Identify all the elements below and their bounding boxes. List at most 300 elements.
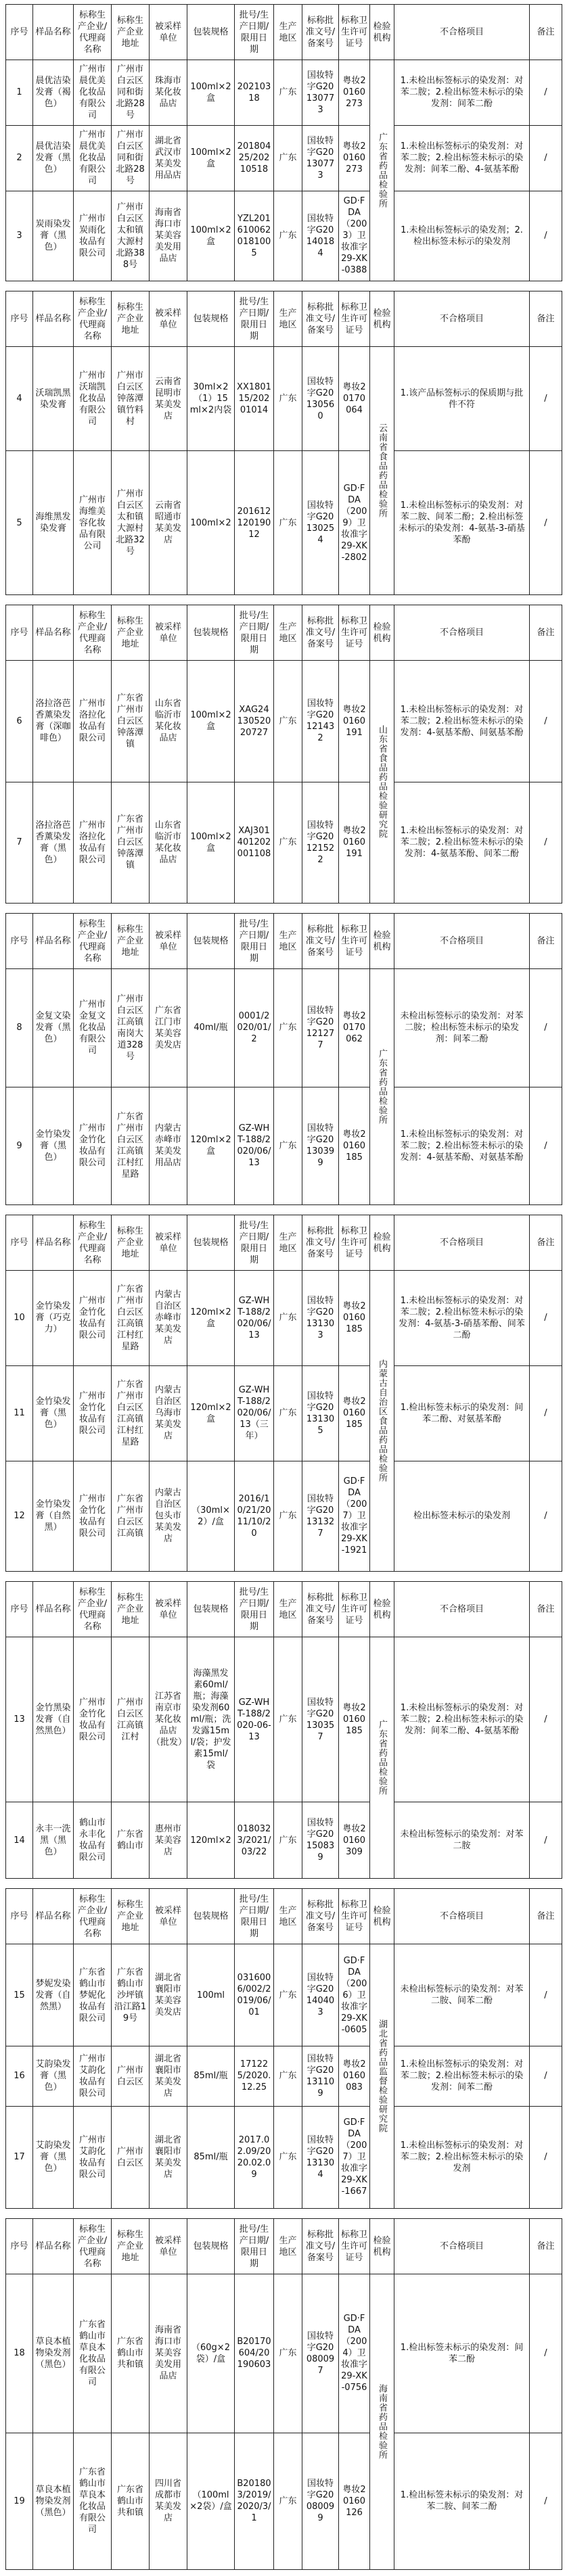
cell-name: 草良本植物染发剂（黑色） bbox=[33, 2274, 74, 2433]
cell-sampled-unit: 云南省昆明市某美发店 bbox=[150, 347, 187, 451]
header-cert: 标称卫生许可证号 bbox=[339, 1889, 370, 1944]
header-license: 标称批准文号/备案号 bbox=[302, 1889, 339, 1944]
cell-name: 金复文染发膏（黑色） bbox=[33, 969, 74, 1087]
header-spec: 包装规格 bbox=[187, 1582, 235, 1637]
header-province: 生产地区 bbox=[274, 5, 302, 60]
cell-owner: 广东省鹤山市草良本化妆品有限公司 bbox=[74, 2433, 112, 2569]
cell-owner: 广东省鹤山市梦妮化妆品有限公司 bbox=[74, 1944, 112, 2046]
table-row bbox=[6, 1802, 562, 1879]
cell-name: 永丰一洗黑（黑色） bbox=[33, 1802, 74, 1879]
header-spec: 包装规格 bbox=[187, 5, 235, 60]
cell-name: 洛拉洛芭香薰染发膏（深咖啡色） bbox=[33, 661, 74, 782]
cell-lot: GZ-WHT-188/2020/06/13 bbox=[235, 1271, 274, 1366]
header-maker-addr: 标称生产企业地址 bbox=[112, 1215, 150, 1271]
cell-province: 广东 bbox=[274, 60, 302, 126]
cell-license: 国妆特字G20131303 bbox=[302, 1271, 339, 1366]
cell-sampled-unit: 惠州市某美容店 bbox=[150, 1802, 187, 1879]
cell-spec: 海藻黑发素60ml/瓶；海藻染发剂60ml/瓶；洗发露15ml/袋；护发素15ml/袋 bbox=[187, 1637, 235, 1802]
cell-province: 广东 bbox=[274, 1365, 302, 1461]
cell-no: 7 bbox=[6, 782, 33, 904]
header-lot: 批号/生产日期/限用日期 bbox=[235, 1215, 274, 1271]
header-remark: 备注 bbox=[530, 605, 562, 661]
header-org: 检验机构 bbox=[370, 1215, 394, 1271]
header-lot: 批号/生产日期/限用日期 bbox=[235, 605, 274, 661]
cell-lot: 171225/2020.12.25 bbox=[235, 2046, 274, 2107]
cell-org: 广东省药品检验所 bbox=[370, 60, 394, 281]
header-no: 序号 bbox=[6, 1889, 33, 1944]
header-province: 生产地区 bbox=[274, 914, 302, 969]
cell-sampled-unit: 内蒙古自治区赤峰市某美发店 bbox=[150, 1271, 187, 1366]
cell-sampled-unit: 江苏省南京市某化妆品店（批发） bbox=[150, 1637, 187, 1802]
cell-issue: 1.未检出标签标示的染发剂：对苯二胺；2.检出标签未标示的染发剂：间苯二酚 bbox=[394, 2046, 530, 2107]
header-cert: 标称卫生许可证号 bbox=[339, 1215, 370, 1271]
table-row bbox=[6, 191, 562, 281]
cell-cert: 粤妆20160185 bbox=[339, 1087, 370, 1205]
table-row bbox=[6, 451, 562, 595]
cell-lot: XAJ301401202001108 bbox=[235, 782, 274, 904]
cell-no: 19 bbox=[6, 2433, 33, 2569]
cell-maker-addr: 广东省广州市白云区钟落潭镇 bbox=[112, 661, 150, 782]
cell-sampled-unit: 湖北省襄阳市某美发店 bbox=[150, 2046, 187, 2107]
header-issue: 不合格项目 bbox=[394, 1582, 530, 1637]
cell-cert: GD·FDA（2009）卫妆准字29-XK-2802 bbox=[339, 451, 370, 595]
cell-province: 广东 bbox=[274, 2046, 302, 2107]
cell-license: 国妆特字G20131305 bbox=[302, 1365, 339, 1461]
table-row bbox=[6, 782, 562, 904]
table-header-row bbox=[6, 1215, 562, 1271]
cell-sampled-unit: 湖北省襄阳市某美发店 bbox=[150, 2106, 187, 2208]
header-maker-addr: 标称生产企业地址 bbox=[112, 2219, 150, 2274]
inspection-table-1 bbox=[5, 4, 562, 281]
cell-province: 广东 bbox=[274, 2433, 302, 2569]
cell-maker-addr: 广州市白云区同和街北路28号 bbox=[112, 125, 150, 191]
cell-cert: GD·FDA（2003）卫妆准字29-XK-0388 bbox=[339, 191, 370, 281]
cell-license: 国妆特字G20131109 bbox=[302, 2046, 339, 2107]
cell-owner: 广州市金复文化妆品有限公司 bbox=[74, 969, 112, 1087]
cell-org: 云南省食品药品检验所 bbox=[370, 347, 394, 595]
table-row bbox=[6, 125, 562, 191]
cell-issue: 1.未检出标签标示的染发剂：对苯二胺；2.检出标签未标示的染发剂：4-氨基苯酚、间氨基苯酚 bbox=[394, 661, 530, 782]
cell-cert: 粤妆20160185 bbox=[339, 1271, 370, 1366]
cell-issue: 1.未检出标签标示的染发剂：对苯二胺；2.检出标签未标示的染发剂：4-氨基-3-硝基苯酚、间苯二酚 bbox=[394, 1271, 530, 1366]
table-row bbox=[6, 2274, 562, 2433]
cell-license: 国妆特字G20130773 bbox=[302, 60, 339, 126]
cell-lot: 2016/10/21/2011/10/20 bbox=[235, 1461, 274, 1571]
cell-license: 国妆特字G20131304 bbox=[302, 2106, 339, 2208]
cell-remark: / bbox=[530, 1944, 562, 2046]
cell-lot: B201803/2019/2020/3/1 bbox=[235, 2433, 274, 2569]
cell-issue: 1.未检出标签标示的染发剂：对苯二胺；2.检出标签未标示的染发剂：间苯二酚、4-氨基苯酚 bbox=[394, 125, 530, 191]
table-row bbox=[6, 1461, 562, 1571]
header-license: 标称批准文号/备案号 bbox=[302, 2219, 339, 2274]
cell-name: 晨优洁染发膏（黑色） bbox=[33, 125, 74, 191]
header-org: 检验机构 bbox=[370, 2219, 394, 2274]
cell-sampled-unit: 湖北省襄阳市某美容美发店 bbox=[150, 1944, 187, 2046]
cell-lot: 0180323/2021/03/22 bbox=[235, 1802, 274, 1879]
header-issue: 不合格项目 bbox=[394, 605, 530, 661]
table-row bbox=[6, 661, 562, 782]
cell-remark: / bbox=[530, 782, 562, 904]
cell-spec: 120ml×2盒 bbox=[187, 1365, 235, 1461]
cell-remark: / bbox=[530, 2106, 562, 2208]
cell-maker-addr: 广东省鹤山市沙坪镇沿江路19号 bbox=[112, 1944, 150, 2046]
header-spec: 包装规格 bbox=[187, 291, 235, 347]
cell-remark: / bbox=[530, 1271, 562, 1366]
cell-spec: 100ml×2盒 bbox=[187, 661, 235, 782]
inspection-table-6 bbox=[5, 1581, 562, 1879]
cell-org: 山东省食品药品检验研究院 bbox=[370, 661, 394, 904]
cell-cert: 粤妆20160273 bbox=[339, 60, 370, 126]
cell-sampled-unit: 内蒙古自治区包头市某美发店 bbox=[150, 1461, 187, 1571]
cell-province: 广东 bbox=[274, 125, 302, 191]
cell-remark: / bbox=[530, 661, 562, 782]
cell-maker-addr: 广东省鹤山市 bbox=[112, 1802, 150, 1879]
cell-owner: 鹤山市永丰化妆品有限公司 bbox=[74, 1802, 112, 1879]
cell-issue: 1.未检出标签标示的染发剂：对苯二胺；2.检出标签未标示的染发剂：间苯二酚、4-氨基苯酚 bbox=[394, 1637, 530, 1802]
header-name: 样品名称 bbox=[33, 605, 74, 661]
header-remark: 备注 bbox=[530, 291, 562, 347]
cell-issue: 1.检出标签未标示的染发剂：间苯二酚 bbox=[394, 2274, 530, 2433]
header-license: 标称批准文号/备案号 bbox=[302, 914, 339, 969]
cell-maker-addr: 广州市白云区 bbox=[112, 2106, 150, 2208]
cell-cert: 粤妆20160191 bbox=[339, 661, 370, 782]
header-name: 样品名称 bbox=[33, 5, 74, 60]
cell-name: 金竹黑染发膏（自然黑色） bbox=[33, 1637, 74, 1802]
cell-name: 草良本植物染发剂（黑色） bbox=[33, 2433, 74, 2569]
header-sampled-unit: 被采样单位 bbox=[150, 1582, 187, 1637]
header-owner: 标称生产企业/代理商名称 bbox=[74, 291, 112, 347]
header-issue: 不合格项目 bbox=[394, 2219, 530, 2274]
cell-issue: 未检出标签标示的染发剂：对苯二胺；检出标签未标示的染发剂：间苯二酚 bbox=[394, 969, 530, 1087]
cell-province: 广东 bbox=[274, 1944, 302, 2046]
cell-cert: 粤妆20160191 bbox=[339, 782, 370, 904]
header-owner: 标称生产企业/代理商名称 bbox=[74, 1215, 112, 1271]
table-row bbox=[6, 1271, 562, 1366]
header-license: 标称批准文号/备案号 bbox=[302, 605, 339, 661]
header-owner: 标称生产企业/代理商名称 bbox=[74, 5, 112, 60]
header-owner: 标称生产企业/代理商名称 bbox=[74, 605, 112, 661]
cell-name: 艾韵染发膏（黑色） bbox=[33, 2106, 74, 2208]
cell-no: 18 bbox=[6, 2274, 33, 2433]
cell-no: 11 bbox=[6, 1365, 33, 1461]
header-maker-addr: 标称生产企业地址 bbox=[112, 1889, 150, 1944]
cell-remark: / bbox=[530, 191, 562, 281]
header-province: 生产地区 bbox=[274, 605, 302, 661]
header-maker-addr: 标称生产企业地址 bbox=[112, 5, 150, 60]
header-owner: 标称生产企业/代理商名称 bbox=[74, 914, 112, 969]
cell-owner: 广州市晨优美化妆品有限公司 bbox=[74, 125, 112, 191]
cell-no: 6 bbox=[6, 661, 33, 782]
cell-province: 广东 bbox=[274, 1802, 302, 1879]
header-cert: 标称卫生许可证号 bbox=[339, 1582, 370, 1637]
cell-name: 金竹染发膏（黑色） bbox=[33, 1365, 74, 1461]
cell-cert: 粤妆20160083 bbox=[339, 2046, 370, 2107]
header-no: 序号 bbox=[6, 5, 33, 60]
header-sampled-unit: 被采样单位 bbox=[150, 605, 187, 661]
header-remark: 备注 bbox=[530, 1215, 562, 1271]
cell-cert: 粤妆20160273 bbox=[339, 125, 370, 191]
cell-sampled-unit: 山东省临沂市某化妆品店 bbox=[150, 661, 187, 782]
cell-maker-addr: 广州市白云区 bbox=[112, 2046, 150, 2107]
cell-maker-addr: 广东省广州市白云区江高镇江村红星路 bbox=[112, 1365, 150, 1461]
cell-lot: GZ-WHT-188/2020-06-13 bbox=[235, 1637, 274, 1802]
table-row bbox=[6, 2046, 562, 2107]
cell-issue: 未检出标签标示的染发剂：对苯二胺、间苯二酚 bbox=[394, 1944, 530, 2046]
cell-issue: 1.未检出标签标示的染发剂：对苯二胺；2.检出标签未标示的染发剂 bbox=[394, 2106, 530, 2208]
cell-name: 金竹染发膏（巧克力） bbox=[33, 1271, 74, 1366]
header-lot: 批号/生产日期/限用日期 bbox=[235, 914, 274, 969]
table-row bbox=[6, 2433, 562, 2569]
table-row bbox=[6, 1087, 562, 1205]
cell-spec: 120ml×2 bbox=[187, 1802, 235, 1879]
header-name: 样品名称 bbox=[33, 914, 74, 969]
cell-province: 广东 bbox=[274, 782, 302, 904]
header-org: 检验机构 bbox=[370, 1582, 394, 1637]
cell-license: 国妆特字G20130560 bbox=[302, 347, 339, 451]
header-spec: 包装规格 bbox=[187, 1889, 235, 1944]
table-header-row bbox=[6, 914, 562, 969]
cell-no: 15 bbox=[6, 1944, 33, 2046]
header-org: 检验机构 bbox=[370, 914, 394, 969]
cell-license: 国妆特字G20150839 bbox=[302, 1802, 339, 1879]
header-issue: 不合格项目 bbox=[394, 1215, 530, 1271]
cell-province: 广东 bbox=[274, 451, 302, 595]
cell-name: 沃瑞凯黑染发膏 bbox=[33, 347, 74, 451]
header-license: 标称批准文号/备案号 bbox=[302, 1582, 339, 1637]
header-license: 标称批准文号/备案号 bbox=[302, 1215, 339, 1271]
header-no: 序号 bbox=[6, 1582, 33, 1637]
cell-spec: 100ml×2 bbox=[187, 451, 235, 595]
header-cert: 标称卫生许可证号 bbox=[339, 2219, 370, 2274]
cell-spec: 30ml×2（1）15ml×2内袋 bbox=[187, 347, 235, 451]
cell-maker-addr: 广州市白云区江高镇江村 bbox=[112, 1637, 150, 1802]
cell-cert: GD·FDA（2007）卫妆准字29-XK-1921 bbox=[339, 1461, 370, 1571]
cell-spec: （100ml×2袋）/盒 bbox=[187, 2433, 235, 2569]
header-org: 检验机构 bbox=[370, 1889, 394, 1944]
cell-cert: 粤妆20170064 bbox=[339, 347, 370, 451]
cell-name: 金竹染发膏（黑色） bbox=[33, 1087, 74, 1205]
header-spec: 包装规格 bbox=[187, 914, 235, 969]
cell-lot: B20170604/20190603 bbox=[235, 2274, 274, 2433]
cell-owner: 广州市金竹化妆品有限公司 bbox=[74, 1271, 112, 1366]
cell-spec: 85ml/瓶 bbox=[187, 2106, 235, 2208]
header-remark: 备注 bbox=[530, 914, 562, 969]
header-lot: 批号/生产日期/限用日期 bbox=[235, 291, 274, 347]
table-row bbox=[6, 347, 562, 451]
cell-license: 国妆特字G20130254 bbox=[302, 451, 339, 595]
cell-sampled-unit: 山东省临沂市某化妆品店 bbox=[150, 782, 187, 904]
header-province: 生产地区 bbox=[274, 1215, 302, 1271]
cell-remark: / bbox=[530, 2046, 562, 2107]
header-province: 生产地区 bbox=[274, 1889, 302, 1944]
cell-issue: 1.该产品标签标示的保质期与批件不符 bbox=[394, 347, 530, 451]
cell-name: 海维黑发染发膏 bbox=[33, 451, 74, 595]
inspection-table-5 bbox=[5, 1215, 562, 1572]
cell-sampled-unit: 内蒙古自治区乌海市某美发店 bbox=[150, 1365, 187, 1461]
header-remark: 备注 bbox=[530, 2219, 562, 2274]
cell-maker-addr: 广东省广州市白云区江高镇江村红星路 bbox=[112, 1271, 150, 1366]
cell-license: 国妆特字G20080099 bbox=[302, 2433, 339, 2569]
cell-remark: / bbox=[530, 1802, 562, 1879]
cell-no: 12 bbox=[6, 1461, 33, 1571]
header-maker-addr: 标称生产企业地址 bbox=[112, 291, 150, 347]
table-row bbox=[6, 60, 562, 126]
header-sampled-unit: 被采样单位 bbox=[150, 914, 187, 969]
cell-org: 湖北省药品监督检验研究院 bbox=[370, 1944, 394, 2209]
cell-license: 国妆特字G20130399 bbox=[302, 1087, 339, 1205]
cell-lot: 2017.02.09/2020.02.09 bbox=[235, 2106, 274, 2208]
cell-lot: GZ-WHT-188/2020/06/13 bbox=[235, 1087, 274, 1205]
cell-issue: 1.未检出标签标示的染发剂：对苯二胺；2.检出标签未标示的染发剂：4-氨基苯酚、间苯二酚 bbox=[394, 782, 530, 904]
cell-lot: XAG2413052020727 bbox=[235, 661, 274, 782]
cell-issue: 1.未检出标签标示的染发剂：对苯二胺；2.检出标签未标示的染发剂：4-氨基苯酚、对氨基苯酚 bbox=[394, 1087, 530, 1205]
header-owner: 标称生产企业/代理商名称 bbox=[74, 1889, 112, 1944]
header-name: 样品名称 bbox=[33, 291, 74, 347]
cell-no: 2 bbox=[6, 125, 33, 191]
header-cert: 标称卫生许可证号 bbox=[339, 291, 370, 347]
cell-name: 洛拉洛芭香薰染发膏（黑色） bbox=[33, 782, 74, 904]
header-sampled-unit: 被采样单位 bbox=[150, 5, 187, 60]
table-header-row bbox=[6, 5, 562, 60]
cell-license: 国妆特字G20131327 bbox=[302, 1461, 339, 1571]
cell-spec: 100ml×2盒 bbox=[187, 782, 235, 904]
inspection-table-2 bbox=[5, 291, 562, 595]
header-org: 检验机构 bbox=[370, 5, 394, 60]
table-header-row bbox=[6, 291, 562, 347]
cell-maker-addr: 广州市白云区太和镇大源村北路32号 bbox=[112, 451, 150, 595]
header-name: 样品名称 bbox=[33, 1215, 74, 1271]
cell-spec: 100ml×2盒 bbox=[187, 60, 235, 126]
cell-license: 国妆特字G20121277 bbox=[302, 969, 339, 1087]
header-remark: 备注 bbox=[530, 1582, 562, 1637]
cell-remark: / bbox=[530, 125, 562, 191]
cell-sampled-unit: 海南省海口市某美容美发用品店 bbox=[150, 191, 187, 281]
cell-owner: 广州市金竹化妆品有限公司 bbox=[74, 1365, 112, 1461]
cell-remark: / bbox=[530, 1365, 562, 1461]
cell-license: 国妆特字G20130357 bbox=[302, 1637, 339, 1802]
cell-owner: 广州市晨优美化妆品有限公司 bbox=[74, 60, 112, 126]
cell-maker-addr: 广东省广州市白云区钟落潭镇 bbox=[112, 782, 150, 904]
cell-sampled-unit: 广东省江门市某美容美发店 bbox=[150, 969, 187, 1087]
header-owner: 标称生产企业/代理商名称 bbox=[74, 1582, 112, 1637]
header-sampled-unit: 被采样单位 bbox=[150, 291, 187, 347]
header-no: 序号 bbox=[6, 2219, 33, 2274]
cell-license: 国妆特字G20121432 bbox=[302, 661, 339, 782]
cell-name: 炭雨染发膏（黑色） bbox=[33, 191, 74, 281]
cell-issue: 1.未检出标签标示的染发剂：对苯二胺；2.检出标签未标示的染发剂：间苯二酚 bbox=[394, 60, 530, 126]
cell-maker-addr: 广东省广州市白云区江高镇江村红星路 bbox=[112, 1087, 150, 1205]
header-license: 标称批准文号/备案号 bbox=[302, 5, 339, 60]
header-lot: 批号/生产日期/限用日期 bbox=[235, 2219, 274, 2274]
cell-no: 8 bbox=[6, 969, 33, 1087]
cell-maker-addr: 广州市白云区同和街北路28号 bbox=[112, 60, 150, 126]
cell-spec: 40ml/瓶 bbox=[187, 969, 235, 1087]
cell-owner: 广州市艾韵化妆品有限公司 bbox=[74, 2106, 112, 2208]
header-lot: 批号/生产日期/限用日期 bbox=[235, 1582, 274, 1637]
cell-remark: / bbox=[530, 1637, 562, 1802]
cell-no: 9 bbox=[6, 1087, 33, 1205]
cell-owner: 广州市炭雨化妆品有限公司 bbox=[74, 191, 112, 281]
cell-province: 广东 bbox=[274, 1087, 302, 1205]
cell-maker-addr: 广州市白云区江高镇南岗大道328号 bbox=[112, 969, 150, 1087]
header-remark: 备注 bbox=[530, 1889, 562, 1944]
cell-owner: 广州市海维美容化妆品有限公司 bbox=[74, 451, 112, 595]
header-sampled-unit: 被采样单位 bbox=[150, 1215, 187, 1271]
header-sampled-unit: 被采样单位 bbox=[150, 2219, 187, 2274]
cell-lot: XX180115/20201014 bbox=[235, 347, 274, 451]
cell-province: 广东 bbox=[274, 1461, 302, 1571]
cell-no: 13 bbox=[6, 1637, 33, 1802]
cell-maker-addr: 广州市白云区太和镇大源村北路388号 bbox=[112, 191, 150, 281]
header-name: 样品名称 bbox=[33, 1582, 74, 1637]
cell-cert: 粤妆20160185 bbox=[339, 1637, 370, 1802]
header-name: 样品名称 bbox=[33, 1889, 74, 1944]
cell-cert: GD·FDA（2006）卫妆准字29-XK-0605 bbox=[339, 1944, 370, 2046]
cell-license: 国妆特字G20130773 bbox=[302, 125, 339, 191]
cell-issue: 1.检出标签未标示的染发剂：间苯二酚、对氨基苯酚 bbox=[394, 1365, 530, 1461]
table-row bbox=[6, 1944, 562, 2046]
header-issue: 不合格项目 bbox=[394, 291, 530, 347]
cell-lot: 0316006/002/2019/06/01 bbox=[235, 1944, 274, 2046]
cell-sampled-unit: 珠海市某化妆品店 bbox=[150, 60, 187, 126]
header-owner: 标称生产企业/代理商名称 bbox=[74, 2219, 112, 2274]
cell-province: 广东 bbox=[274, 347, 302, 451]
table-row bbox=[6, 1365, 562, 1461]
cell-province: 广东 bbox=[274, 1637, 302, 1802]
header-province: 生产地区 bbox=[274, 1582, 302, 1637]
table-row bbox=[6, 2106, 562, 2208]
header-issue: 不合格项目 bbox=[394, 1889, 530, 1944]
cell-cert: 粤妆20160185 bbox=[339, 1365, 370, 1461]
cell-license: 国妆特字G20121522 bbox=[302, 782, 339, 904]
cell-owner: 广州市洛拉化妆品有限公司 bbox=[74, 661, 112, 782]
header-spec: 包装规格 bbox=[187, 605, 235, 661]
cell-remark: / bbox=[530, 1461, 562, 1571]
cell-spec: 100ml×2盒 bbox=[187, 191, 235, 281]
cell-org: 海南省药品检验所 bbox=[370, 2274, 394, 2570]
cell-owner: 广东省鹤山市草良本化妆品有限公司 bbox=[74, 2274, 112, 2433]
header-spec: 包装规格 bbox=[187, 2219, 235, 2274]
header-cert: 标称卫生许可证号 bbox=[339, 914, 370, 969]
cell-org: 广东省药品检验所 bbox=[370, 969, 394, 1205]
table-row bbox=[6, 969, 562, 1087]
header-cert: 标称卫生许可证号 bbox=[339, 605, 370, 661]
cell-owner: 广州市沃瑞凯化妆品有限公司 bbox=[74, 347, 112, 451]
cell-cert: 粤妆20160309 bbox=[339, 1802, 370, 1879]
inspection-table-4 bbox=[5, 913, 562, 1205]
cell-province: 广东 bbox=[274, 969, 302, 1087]
cell-no: 4 bbox=[6, 347, 33, 451]
cell-owner: 广州市金竹化妆品有限公司 bbox=[74, 1461, 112, 1571]
cell-spec: （60g×2袋）/盒 bbox=[187, 2274, 235, 2433]
cell-lot: 20161212019012 bbox=[235, 451, 274, 595]
inspection-table-8 bbox=[5, 2218, 562, 2570]
cell-no: 5 bbox=[6, 451, 33, 595]
cell-remark: / bbox=[530, 2274, 562, 2433]
cell-no: 1 bbox=[6, 60, 33, 126]
table-header-row bbox=[6, 605, 562, 661]
cell-sampled-unit: 湖北省武汉市某美发用品店 bbox=[150, 125, 187, 191]
cell-no: 3 bbox=[6, 191, 33, 281]
cell-sampled-unit: 海南省海口市某美容美发用品店 bbox=[150, 2274, 187, 2433]
cell-owner: 广州市洛拉化妆品有限公司 bbox=[74, 782, 112, 904]
cell-lot: 0001/2020/01/2 bbox=[235, 969, 274, 1087]
header-sampled-unit: 被采样单位 bbox=[150, 1889, 187, 1944]
cell-issue: 1.未检出标签标示的染发剂；2.检出标签未标示的染发剂 bbox=[394, 191, 530, 281]
cell-owner: 广州市金竹化妆品有限公司 bbox=[74, 1637, 112, 1802]
cell-lot: 20180425/20210518 bbox=[235, 125, 274, 191]
header-name: 样品名称 bbox=[33, 2219, 74, 2274]
